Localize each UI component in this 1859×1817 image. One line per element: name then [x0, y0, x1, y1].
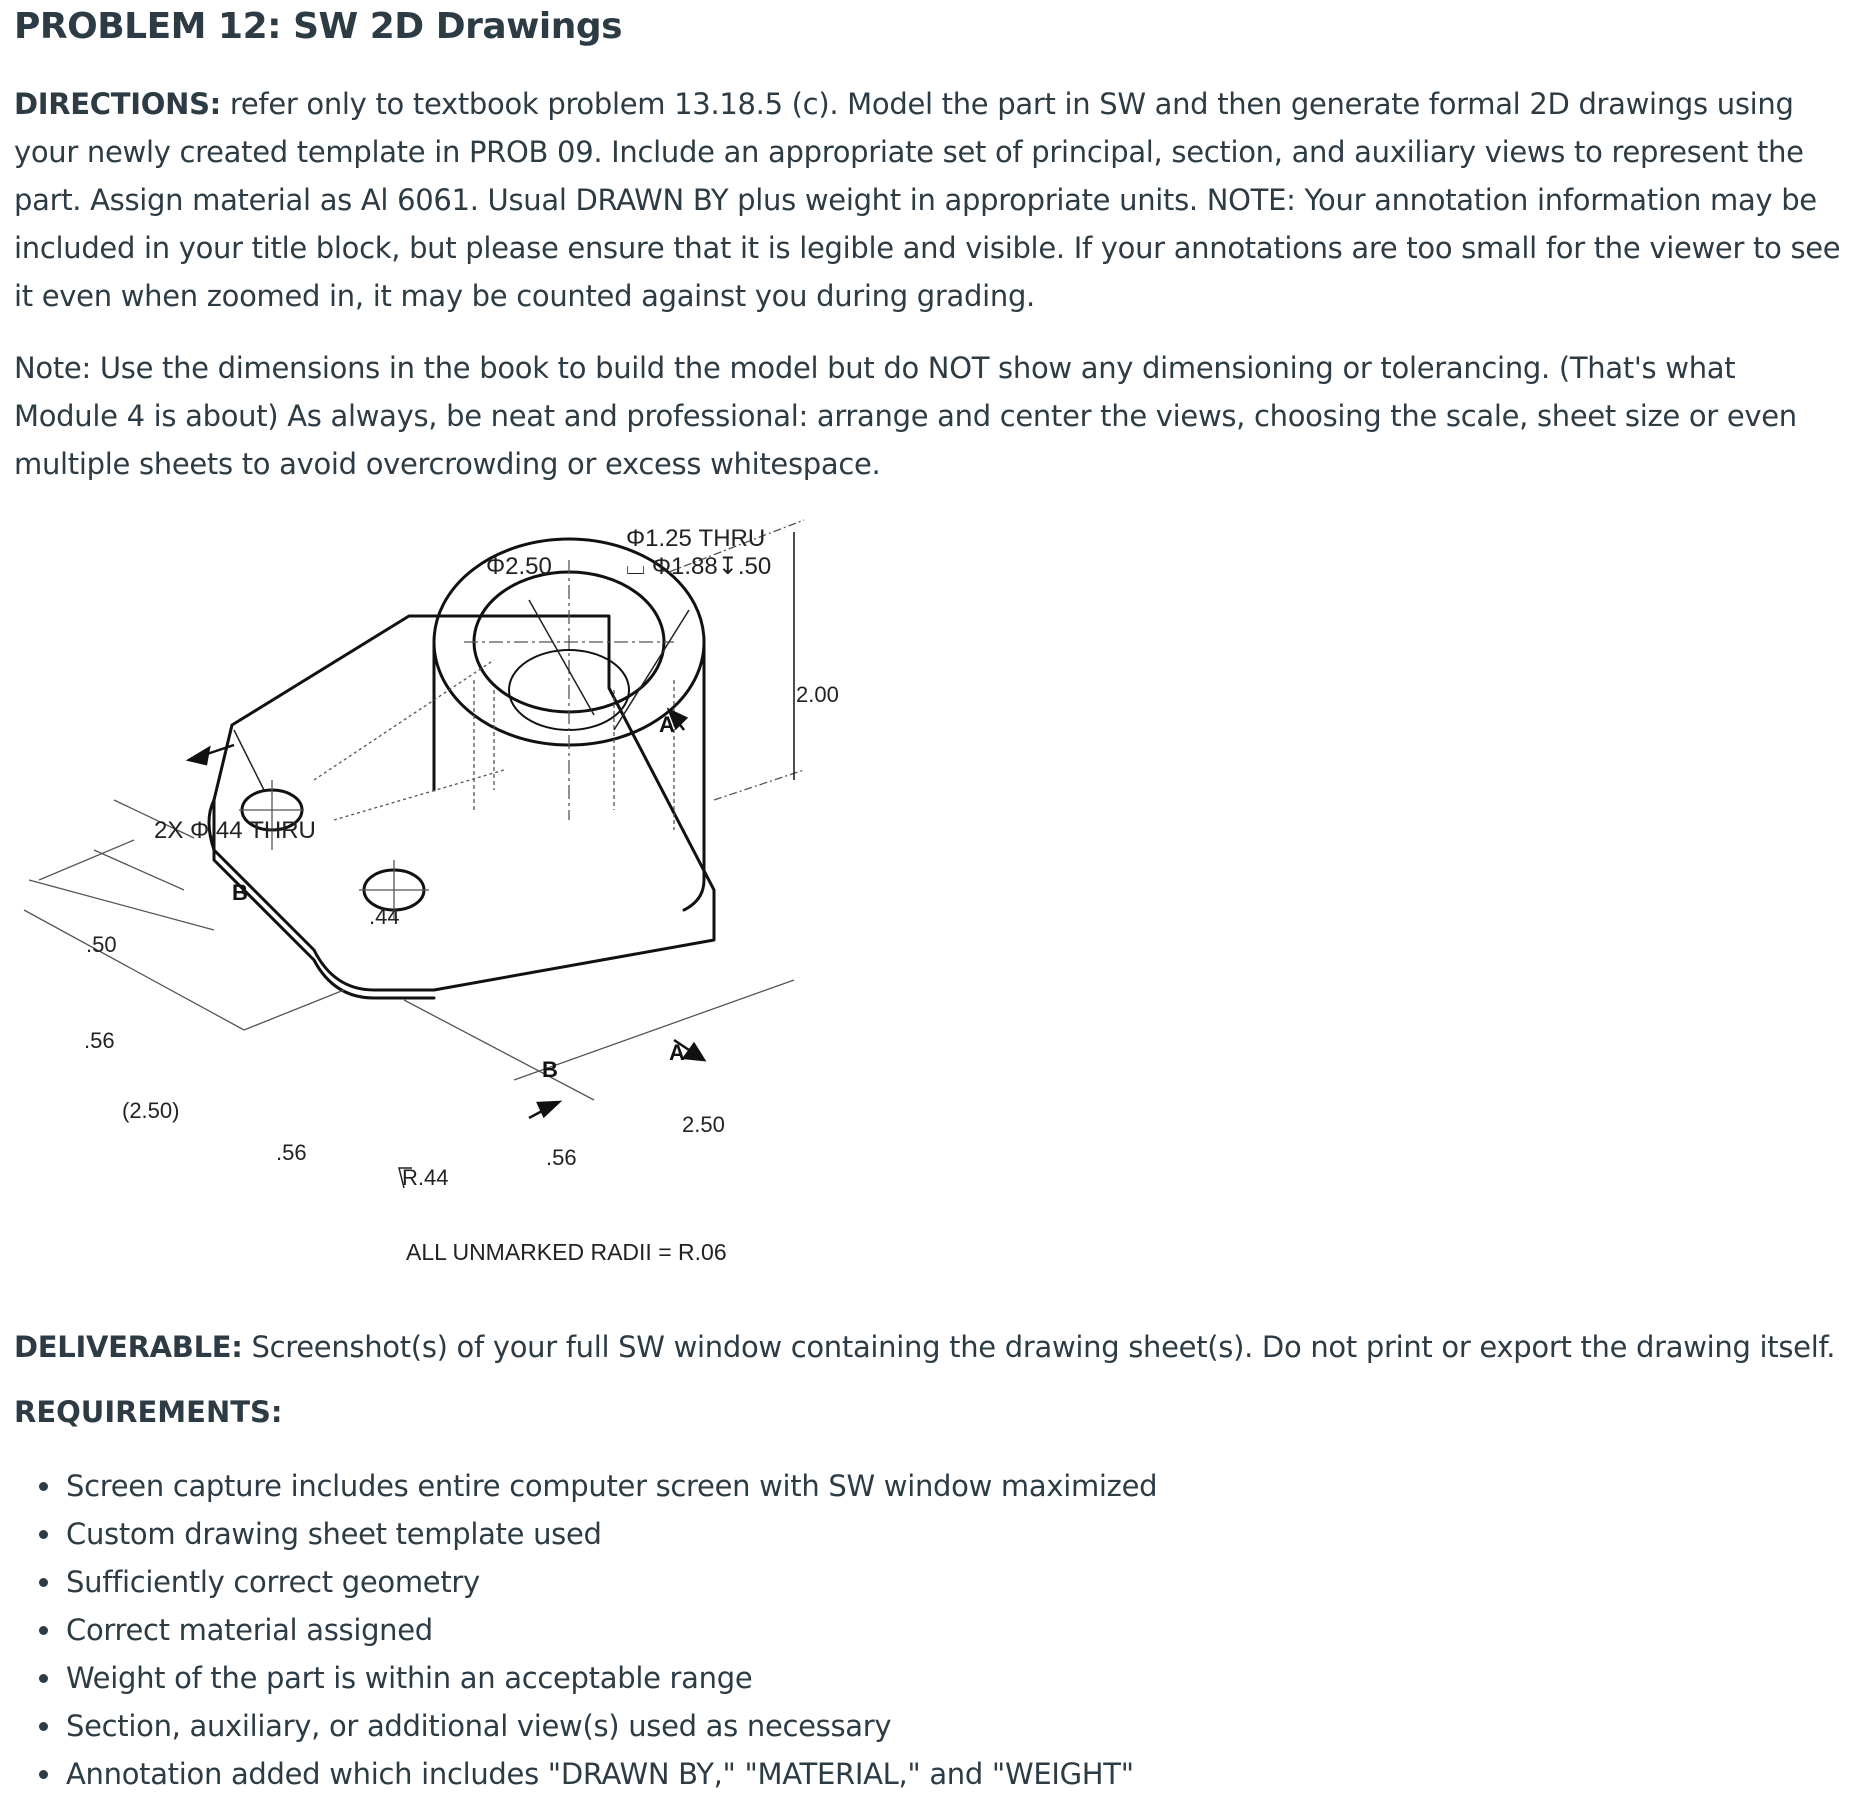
directions-paragraph: [14, 80, 1844, 320]
section-label-a-top: A: [659, 712, 675, 737]
requirements-list: [14, 1462, 1157, 1798]
section-label-a-bottom: A: [669, 1040, 685, 1065]
base-plate-outline: [209, 616, 714, 990]
dimension-height: 2.00: [796, 682, 839, 707]
dimension-56-left: .56: [84, 1028, 115, 1053]
callout-boss-diameter: Φ2.50: [486, 553, 552, 580]
callout-holes: 2X Φ.44 THRU: [154, 817, 316, 844]
deliverable-label: DELIVERABLE:: [14, 1330, 243, 1364]
boss-side: [434, 645, 704, 910]
figure-note: ALL UNMARKED RADII = R.06: [406, 1239, 727, 1265]
list-item: • Section, auxiliary, or additional view(s) used as necessary: [64, 1702, 1157, 1750]
section-label-b-top: B: [232, 880, 248, 905]
list-item: • Annotation added which includes "DRAWN BY," "MATERIAL," and "WEIGHT": [64, 1750, 1157, 1798]
requirements-heading: REQUIREMENTS:: [14, 1395, 283, 1429]
directions-text: refer only to textbook problem 13.18.5 (c). Model the part in SW and then generate formal 2D drawings using your newly created template in PROB 09. Include an appropriate set of principal, section, and auxiliary views to represent the part. Assign material as Al 6061. Usual DRAWN BY plus weight in appropriate units. NOTE: Your annotation information may be included in your title block, but please ensure that it is legible and visible. If your annotations are too small for the viewer to see it even when zoomed in, it may be counted against you during grading.: [14, 87, 1841, 313]
dimension-radius: R.44: [402, 1165, 449, 1190]
note-paragraph: Note: Use the dimensions in the book to build the model but do NOT show any dimensioning or tolerancing. (That's what Module 4 is about) As always, be neat and professional: arrange and center the views, choosing the scale, sheet size or even multiple sheets to avoid overcrowding or excess whitespace.: [14, 351, 1797, 481]
callout-counterbore: ⌴ Φ1.88↧.50: [626, 553, 772, 580]
textbook-figure: [14, 520, 839, 1290]
dimension-250: 2.50: [682, 1112, 725, 1137]
list-item: • Correct material assigned: [64, 1606, 1157, 1654]
dimension-56-right: .56: [546, 1145, 577, 1170]
dimension-250-reference: (2.50): [122, 1098, 180, 1123]
section-label-b-bottom: B: [542, 1057, 558, 1082]
page-title: PROBLEM 12: SW 2D Drawings: [14, 6, 623, 47]
deliverable-text: Screenshot(s) of your full SW window containing the drawing sheet(s). Do not print or export the drawing itself.: [242, 1330, 1836, 1364]
deliverable-paragraph: [14, 1323, 1844, 1371]
callout-bore-thru: Φ1.25 THRU: [626, 525, 766, 552]
list-item: • Custom drawing sheet template used: [64, 1510, 1157, 1558]
directions-label: DIRECTIONS:: [14, 87, 221, 121]
dimension-56-bottom: .56: [276, 1140, 307, 1165]
list-item: • Screen capture includes entire computer screen with SW window maximized: [64, 1462, 1157, 1510]
list-item: • Sufficiently correct geometry: [64, 1558, 1157, 1606]
list-item: • Weight of the part is within an acceptable range: [64, 1654, 1157, 1702]
isometric-part-drawing: [14, 520, 839, 1290]
dimension-44: .44: [369, 904, 400, 929]
dimension-50: .50: [86, 932, 117, 957]
